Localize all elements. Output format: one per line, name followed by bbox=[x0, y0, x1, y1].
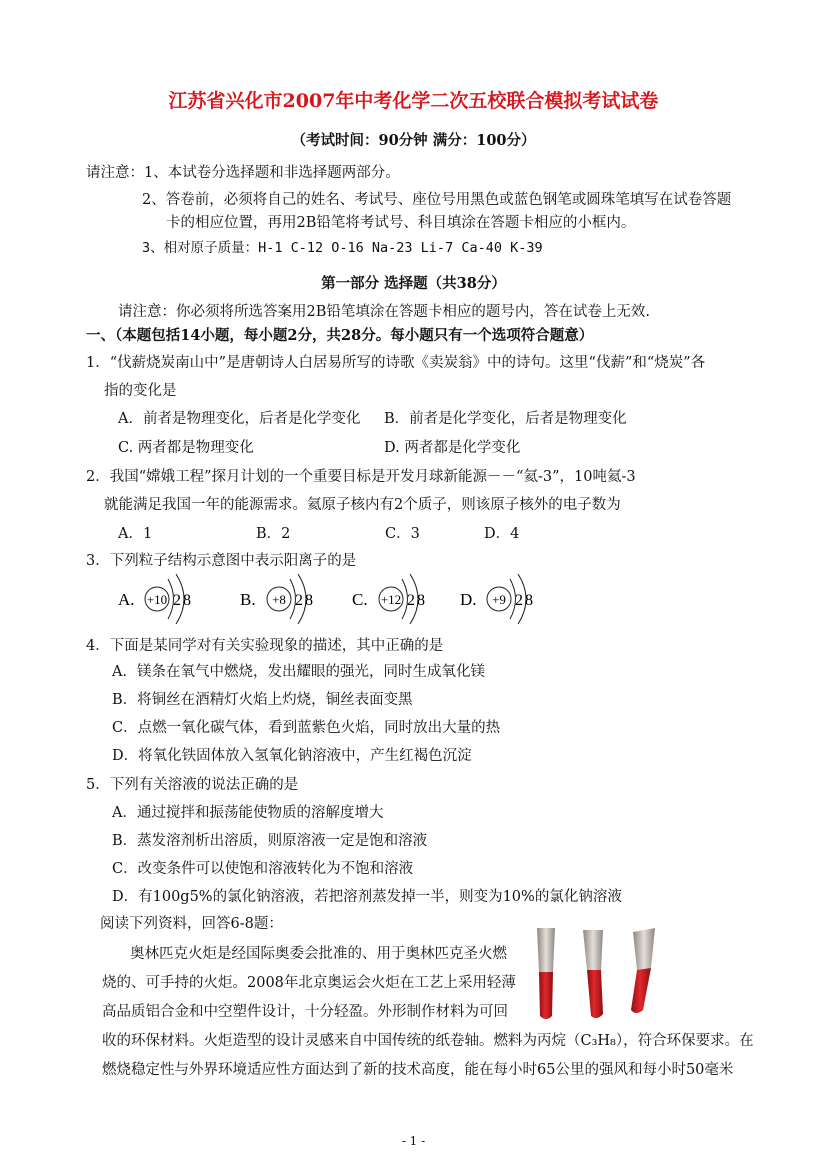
reading-intro: 阅读下列资料，回答6-8题： bbox=[100, 916, 283, 932]
section-heading: 第一部分 选择题（共38分） bbox=[321, 275, 506, 292]
atom-structure-graphic bbox=[238, 586, 328, 630]
page-number: - 1 - bbox=[401, 1134, 426, 1148]
question-5-option-a: A．通过搅拌和振荡能使物质的溶解度增大 bbox=[112, 805, 384, 821]
atom-label: A. bbox=[118, 590, 135, 609]
reading-line-5: 燃烧稳定性与外界环境适应性方面达到了新的技术高度，能在每小时65公里的强风和每小时50毫米 bbox=[102, 1062, 734, 1078]
question-4-option-b: B．将铜丝在酒精灯火焰上灼烧，铜丝表面变黑 bbox=[112, 692, 413, 708]
shell-electrons: 2 bbox=[407, 592, 415, 609]
exam-subtitle: （考试时间：90分钟 满分：100分） bbox=[291, 132, 536, 149]
question-1-stem-line2: 指的变化是 bbox=[104, 383, 177, 399]
reading-line-1: 奥林匹克火炬是经国际奥委会批准的、用于奥林匹克圣火燃 bbox=[130, 946, 507, 962]
question-5-option-b: B．蒸发溶剂析出溶质，则原溶液一定是饱和溶液 bbox=[112, 833, 428, 849]
question-4-stem: 4．下面是某同学对有关实验现象的描述，其中正确的是 bbox=[86, 638, 444, 654]
atom-diagram-b bbox=[238, 586, 328, 634]
question-3-stem: 3．下列粒子结构示意图中表示阳离子的是 bbox=[86, 553, 357, 569]
question-4-option-c: C．点燃一氧化碳气体，看到蓝紫色火焰，同时放出大量的热 bbox=[112, 720, 501, 736]
question-2-option-c: C．3 bbox=[385, 526, 420, 542]
shell-electrons: 8 bbox=[183, 592, 191, 609]
part-heading: 一、（本题包括14小题，每小题2分，共28分。每小题只有一个选项符合题意） bbox=[86, 327, 594, 344]
notice-item-1: 请注意：1、本试卷分选择题和非选择题两部分。 bbox=[86, 165, 400, 181]
atom-structure-graphic bbox=[350, 586, 440, 630]
atom-diagram-c bbox=[350, 586, 440, 634]
question-2-stem-line1: 2．我国“嫦娥工程”探月计划的一个重要目标是开发月球新能源－－“氦-3”，10吨氦-3 bbox=[86, 469, 636, 485]
exam-title: 江苏省兴化市2007年中考化学二次五校联合模拟考试试卷 bbox=[168, 90, 659, 112]
nucleus-charge: +9 bbox=[492, 592, 506, 607]
shell-electrons: 8 bbox=[305, 592, 313, 609]
section-note: 请注意：你必须将所选答案用2B铅笔填涂在答题卡相应的题号内，答在试卷上无效. bbox=[118, 304, 650, 320]
atom-label: C. bbox=[352, 590, 368, 609]
atom-diagram-d bbox=[458, 586, 548, 634]
question-2-option-a: A．1 bbox=[118, 526, 153, 542]
atom-structure-graphic bbox=[458, 586, 548, 630]
question-1-stem-line1: 1．“伐薪烧炭南山中”是唐朝诗人白居易所写的诗歌《卖炭翁》中的诗句。这里“伐薪”和“烧炭”各 bbox=[86, 355, 706, 371]
atom-label: D. bbox=[460, 590, 477, 609]
question-2-stem-line2: 就能满足我国一年的能源需求。氦原子核内有2个质子，则该原子核外的电子数为 bbox=[104, 497, 621, 513]
question-4-option-d: D．将氧化铁固体放入氢氧化钠溶液中，产生红褐色沉淀 bbox=[112, 748, 472, 764]
shell-electrons: 2 bbox=[295, 592, 303, 609]
question-5-option-c: C．改变条件可以使饱和溶液转化为不饱和溶液 bbox=[112, 861, 414, 877]
reading-line-3: 高品质铝合金和中空塑件设计，十分轻盈。外形制作材料为可回 bbox=[102, 1004, 508, 1020]
question-2-option-b: B．2 bbox=[256, 526, 291, 542]
reading-line-2: 烧的、可手持的火炬。2008年北京奥运会火炬在工艺上采用轻薄 bbox=[102, 975, 516, 991]
torch-side-view bbox=[583, 930, 603, 1018]
question-5-stem: 5．下列有关溶液的说法正确的是 bbox=[86, 777, 299, 793]
shell-electrons: 8 bbox=[417, 592, 425, 609]
nucleus-charge: +8 bbox=[272, 592, 286, 607]
notice-item-3: 3、相对原子质量：H-1 C-12 O-16 Na-23 Li-7 Ca-40 K-39 bbox=[142, 240, 543, 256]
shell-electrons: 8 bbox=[525, 592, 533, 609]
question-1-option-c: C. 两者都是物理变化 bbox=[118, 440, 254, 456]
olympic-torch-image bbox=[525, 924, 675, 1024]
question-1-option-d: D. 两者都是化学变化 bbox=[384, 440, 521, 456]
reading-line-4: 收的环保材料。火炬造型的设计灵感来自中国传统的纸卷轴。燃料为丙烷（C₃H₈），符合环保要求。在 bbox=[102, 1033, 754, 1049]
question-4-option-a: A．镁条在氧气中燃烧，发出耀眼的强光，同时生成氧化镁 bbox=[112, 664, 485, 680]
question-1-option-b: B．前者是化学变化，后者是物理变化 bbox=[384, 411, 627, 427]
shell-electrons: 2 bbox=[515, 592, 523, 609]
question-2-option-d: D．4 bbox=[484, 526, 520, 542]
notice-item-2-line2: 卡的相应位置，再用2B铅笔将考试号、科目填涂在答题卡相应的小框内。 bbox=[166, 215, 636, 231]
torch-front-view bbox=[537, 928, 555, 1019]
atom-diagram-a bbox=[116, 586, 206, 634]
notice-item-2-line1: 2、答卷前，必须将自己的姓名、考试号、座位号用黑色或蓝色钢笔或圆珠笔填写在试卷答题 bbox=[142, 192, 732, 208]
nucleus-charge: +12 bbox=[380, 592, 402, 607]
torch-angled-view bbox=[631, 928, 655, 1013]
question-5-option-d: D．有100g5%的氯化钠溶液，若把溶剂蒸发掉一半，则变为10%的氯化钠溶液 bbox=[112, 889, 622, 905]
nucleus-charge: +10 bbox=[146, 592, 168, 607]
atom-structure-graphic bbox=[116, 586, 206, 630]
atom-label: B. bbox=[240, 590, 256, 609]
question-1-option-a: A．前者是物理变化，后者是化学变化 bbox=[118, 411, 361, 427]
atom-diagrams bbox=[0, 586, 827, 626]
shell-electrons: 2 bbox=[173, 592, 181, 609]
